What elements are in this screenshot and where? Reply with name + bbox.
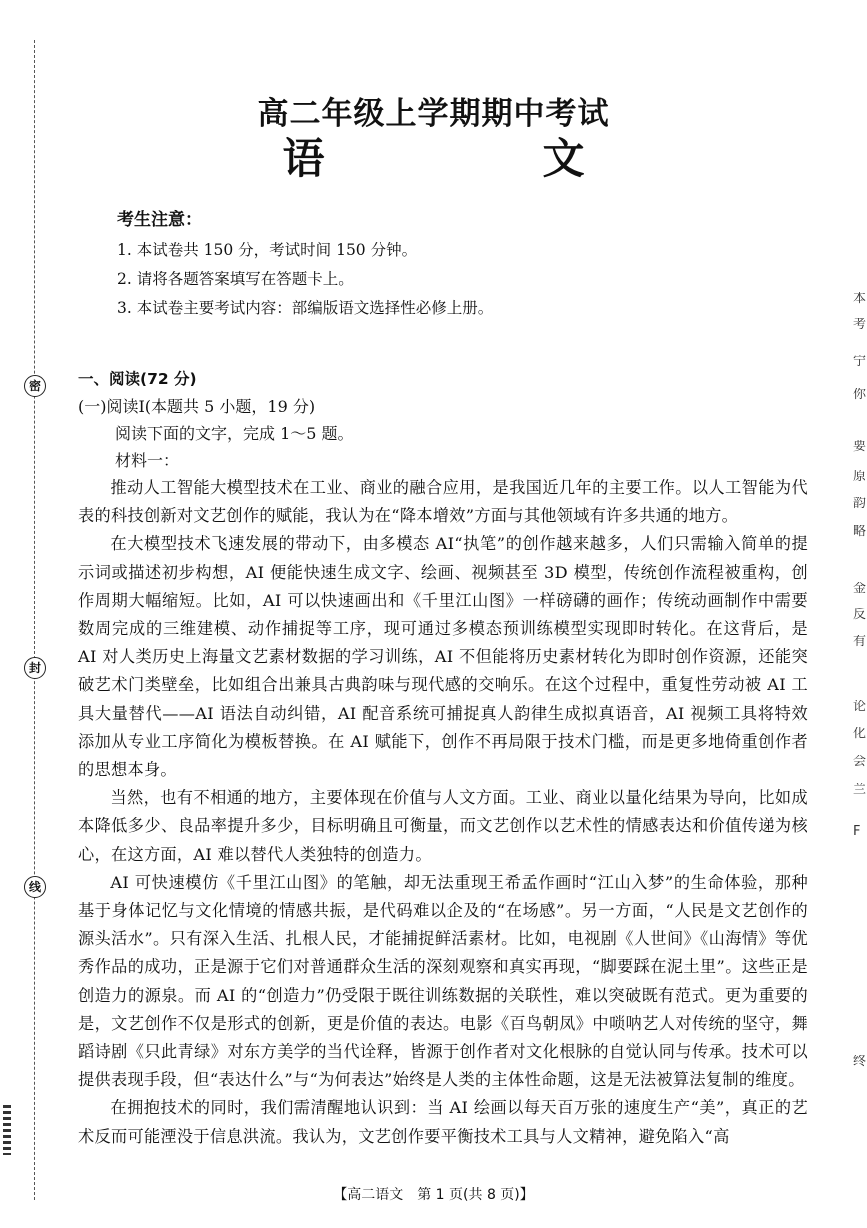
section-heading: 一、阅读(72 分) xyxy=(78,370,197,388)
edge-fragment: 韵 xyxy=(853,497,867,510)
material-label: 材料一： xyxy=(115,451,180,470)
edge-fragment: 宁 xyxy=(853,355,867,368)
passage-paragraph: 推动人工智能大模型技术在工业、商业的融合应用，是我国近几年的主要工作。以人工智能为代表的科技创新对文艺创作的赋能，我认为在“降本增效”方面与其他领域有许多共通的地方。 xyxy=(78,478,808,526)
exam-subject: 语 文 xyxy=(282,134,673,183)
edge-fragment: 论 xyxy=(853,700,867,713)
binding-mark-seal-2: 封 xyxy=(24,657,46,679)
binding-mark-line: 线 xyxy=(24,876,46,898)
notice-heading: 考生注意： xyxy=(117,210,202,230)
reading-section xyxy=(78,366,808,1151)
notice-item: 2. 请将各题答案填写在答题卡上。 xyxy=(117,270,354,288)
edge-fragment: 考 xyxy=(853,318,867,331)
edge-fragment: 有 xyxy=(853,635,867,648)
binding-mark-seal: 密 xyxy=(24,375,46,397)
exam-title: 高二年级上学期期中考试 xyxy=(257,96,610,132)
page-footer: 【高二语文 第 1 页(共 8 页)】 xyxy=(333,1187,534,1203)
edge-fragment: F xyxy=(853,825,861,838)
edge-fragment: 会 xyxy=(853,755,867,768)
edge-fragment: 略 xyxy=(853,525,867,538)
edge-fragment: 金 xyxy=(853,582,867,595)
edge-fragment: 终 xyxy=(853,1055,867,1068)
edge-fragment: 你 xyxy=(853,388,867,401)
passage-paragraph: 在大模型技术飞速发展的带动下，由多模态 AI“执笔”的创作越来越多，人们只需输入简单的提示词或描述初步构想，AI 便能快速生成文字、绘画、视频甚至 3D 模型，传统创作流程被重构，创作周期大幅缩短。比如，AI 可以快速画出和《千里江山图》一样磅礴的画作；传统动画制作中需要数周完成的三维建模、动作捕捉等工序，现可通过多模态预训练模型实现即时转化。在这背后，是 AI 对人类历史上海量文艺素材数据的学习训练，AI 不但能将历史素材转化为即时创作资源，还能突破艺术门类壁垒，比如组合出兼具古典韵味与现代感的交响乐。在这个过程中，重复性劳动被 AI 工具大量替代——AI 语法自动纠错，AI 配音系统可捕捉真人韵律生成拟真语音，AI 视频工具将特效添加从专业工序简化为模板替换。在 AI 赋能下，创作不再局限于技术门槛，而是更多地倚重创作者的思想本身。 xyxy=(78,534,808,780)
notice-item: 1. 本试卷共 150 分，考试时间 150 分钟。 xyxy=(117,241,418,259)
passage-paragraph: 在拥抱技术的同时，我们需清醒地认识到：当 AI 绘画以每天百万张的速度生产“美”，真正的艺术反而可能湮没于信息洪流。我认为，文艺创作要平衡技术工具与人文精神，避免陷入“高 xyxy=(78,1098,808,1146)
reading-instruction: 阅读下面的文字，完成 1～5 题。 xyxy=(115,424,354,443)
notice-item: 3. 本试卷主要考试内容：部编版语文选择性必修上册。 xyxy=(117,299,494,317)
binding-dashed-line xyxy=(34,40,35,1200)
edge-fragment: 原 xyxy=(853,470,867,483)
sub-section-heading: (一)阅读Ⅰ(本题共 5 小题，19 分) xyxy=(78,397,316,416)
edge-fragment: 化 xyxy=(853,727,867,740)
edge-registration-bars xyxy=(3,1105,11,1155)
passage-paragraph: AI 可快速模仿《千里江山图》的笔触，却无法重现王希孟作画时“江山入梦”的生命体验，那种基于身体记忆与文化情境的情感共振，是代码难以企及的“在场感”。另一方面，“人民是文艺创作的源头活水”。只有深入生活、扎根人民，才能捕捉鲜活素材。比如，电视剧《人世间》《山海情》等优秀作品的成功，正是源于它们对普通群众生活的深刻观察和真实再现，“脚要踩在泥土里”。这些正是创造力的源泉。而 AI 的“创造力”仍受限于既往训练数据的关联性，难以突破既有范式。更为重要的是，文艺创作不仅是形式的创新，更是价值的表达。电影《百鸟朝凤》中唢呐艺人对传统的坚守，舞蹈诗剧《只此青绿》对东方美学的当代诠释，皆源于创作者对文化根脉的自觉认同与传承。技术可以提供表现手段，但“表达什么”与“为何表达”始终是人类的主体性命题，这是无法被算法复制的维度。 xyxy=(78,872,808,1090)
edge-fragment: 本 xyxy=(853,292,867,305)
candidate-notice xyxy=(117,205,493,323)
edge-fragment: 要 xyxy=(853,440,867,453)
passage-paragraph: 当然，也有不相通的地方，主要体现在价值与人文方面。工业、商业以量化结果为导向，比如成本降低多少、良品率提升多少，目标明确且可衡量，而文艺创作以艺术性的情感表达和价值传递为核心，在这方面，AI 难以替代人类独特的创造力。 xyxy=(78,788,808,864)
edge-fragment: 兰 xyxy=(853,783,867,796)
edge-fragment: 反 xyxy=(853,608,867,621)
